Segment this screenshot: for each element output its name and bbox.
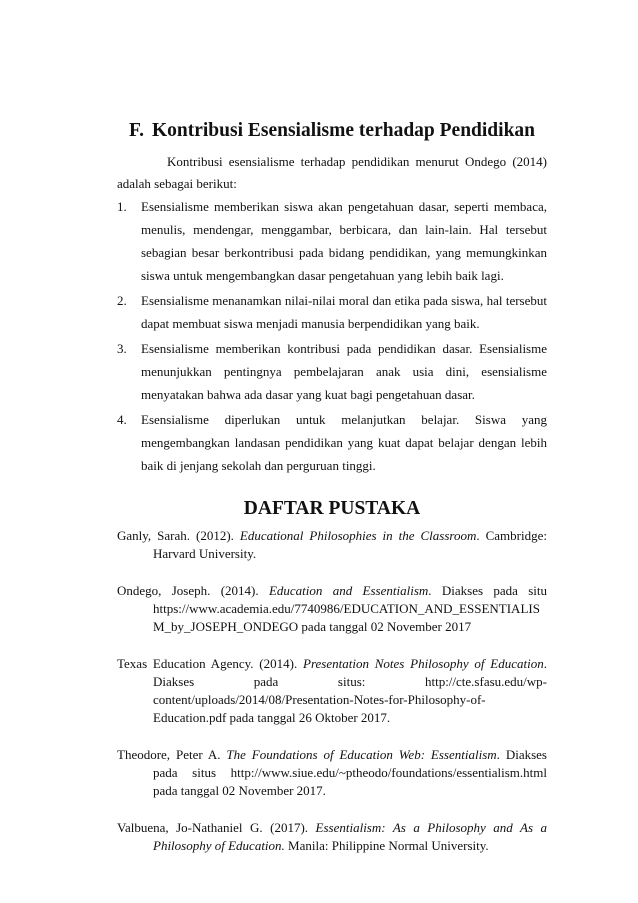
reference-author: Texas Education Agency. (2014).	[117, 656, 303, 671]
page-content	[117, 121, 547, 874]
section-intro: Kontribusi esensialisme terhadap pendidikan menurut Ondego (2014) adalah sebagai berikut:	[117, 154, 547, 191]
list-item-text: Esensialisme memberikan siswa akan pengetahuan dasar, seperti membaca, menulis, mendengar, menggambar, berbicara, dan lain-lain. Hal tersebut sebagian besar berkontribusi pada bidang pendidikan, yang memungkinkan siswa untuk mengembangkan dasar pengetahuan yang lebih baik lagi.	[141, 199, 547, 283]
list-item	[117, 289, 547, 335]
list-item-text: Esensialisme memberikan kontribusi pada pendidikan dasar. Esensialisme menunjukkan pentingnya pembelajaran anak usia dini, esensialisme menyatakan bahwa ada dasar yang kuat bagi pengetahuan dasar.	[141, 341, 547, 402]
list-item-number: 2.	[117, 293, 127, 308]
section-heading	[117, 121, 547, 141]
reference-entry	[117, 819, 547, 855]
reference-title: Education and Essentialism	[268, 583, 429, 598]
section-number: F.	[128, 120, 144, 141]
contribution-list	[117, 195, 547, 477]
list-item-number: 1.	[117, 199, 127, 214]
reference-title: Essentialism: As a Philosophy and As a Philosophy of Education.	[153, 820, 548, 853]
reference-author: Theodore, Peter A.	[117, 747, 227, 762]
list-item	[117, 195, 547, 287]
reference-details: Manila: Philippine Normal University.	[284, 838, 489, 853]
reference-entry	[117, 746, 547, 800]
reference-title: Presentation Notes Philosophy of Education	[303, 656, 544, 671]
references-heading: DAFTAR PUSTAKA	[243, 498, 421, 519]
reference-author: Ganly, Sarah. (2012).	[117, 528, 240, 543]
list-item	[117, 337, 547, 406]
reference-title: Educational Philosophies in the Classroom	[239, 528, 477, 543]
reference-details: . Diakses pada situ https://www.academia.edu/7740986/EDUCATION_AND_ESSENTIALISM_by_JOSEPH_ONDEGO pada tanggal 02 November 2017	[153, 583, 547, 634]
reference-author: Ondego, Joseph. (2014).	[117, 583, 269, 598]
reference-list	[117, 527, 547, 855]
list-item-number: 3.	[117, 341, 127, 356]
reference-author: Valbuena, Jo-Nathaniel G. (2017).	[117, 820, 316, 835]
reference-title: The Foundations of Education Web: Essentialism	[226, 747, 497, 762]
list-item-number: 4.	[117, 412, 127, 427]
reference-details: . Diakses pada situs http://www.siue.edu/~ptheodo/foundations/essentialism.html pada tanggal 02 November 2017.	[153, 747, 547, 798]
reference-details: . Cambridge: Harvard University.	[153, 528, 547, 561]
list-item-text: Esensialisme diperlukan untuk melanjutkan belajar. Siswa yang mengembangkan landasan pendidikan yang kuat dapat belajar dengan lebih baik di jenjang sekolah dan perguruan tinggi.	[141, 412, 547, 473]
section-title: Kontribusi Esensialisme terhadap Pendidikan	[151, 120, 536, 141]
reference-entry	[117, 582, 547, 636]
reference-entry	[117, 527, 547, 563]
list-item	[117, 408, 547, 477]
reference-details: . Diakses pada situs: http://cte.sfasu.edu/wp-content/uploads/2014/08/Presentation-Notes-for-Philosophy-of-Education.pdf pada tanggal 26 Oktober 2017.	[153, 656, 547, 725]
reference-entry	[117, 655, 547, 727]
list-item-text: Esensialisme menanamkan nilai-nilai moral dan etika pada siswa, hal tersebut dapat membuat siswa menjadi manusia berpendidikan yang baik.	[141, 293, 547, 331]
